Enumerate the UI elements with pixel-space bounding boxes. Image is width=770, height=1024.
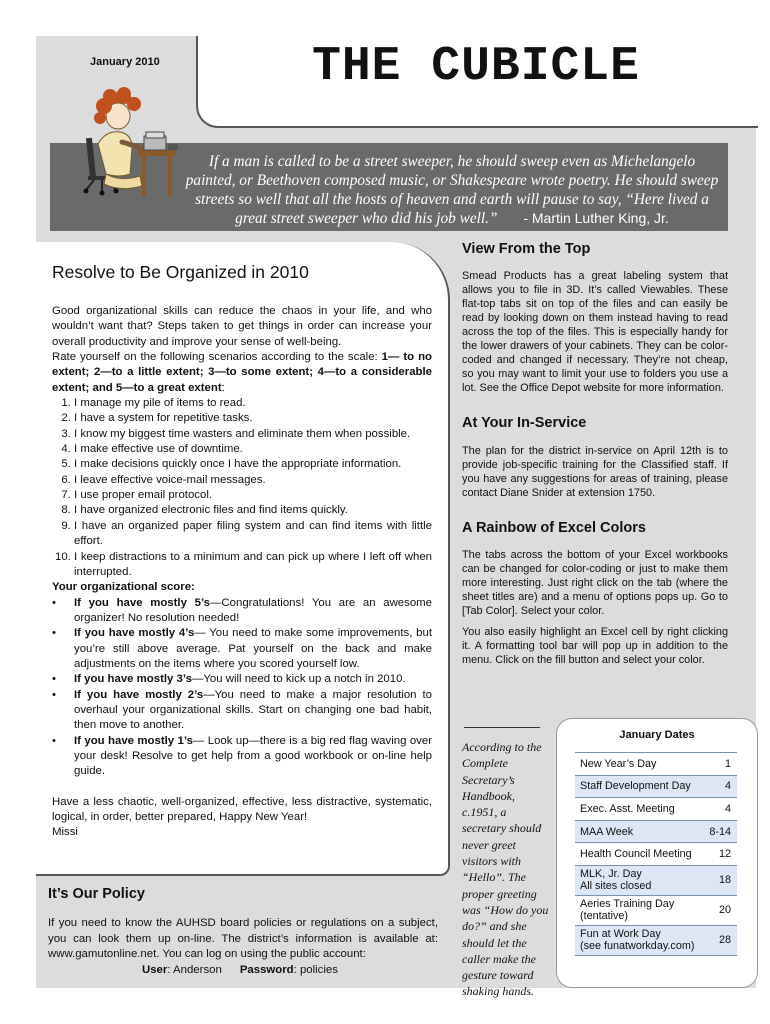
list-item: 9. I have an organized paper filing system and can find items with little effort.	[74, 519, 432, 550]
table-row	[575, 843, 737, 866]
dates-title: January Dates	[619, 729, 695, 741]
event-date: 12	[718, 848, 731, 861]
event-date: 20	[718, 904, 731, 917]
view-title: View From the Top	[462, 241, 591, 257]
quote-author: - Martin Luther King, Jr.	[523, 210, 669, 226]
score-label: If you have mostly 1’s	[74, 734, 193, 747]
list-item: 8. I have organized electronic files and find items quickly.	[74, 503, 432, 518]
policy-section	[36, 876, 448, 988]
issue-date: January 2010	[90, 56, 160, 68]
dates-table	[575, 752, 737, 956]
list-item	[74, 672, 432, 687]
event-date: 4	[724, 780, 731, 793]
list-item: 3. I know my biggest time wasters and eliminate them when possible.	[74, 427, 432, 442]
table-row	[575, 776, 737, 799]
score-heading	[52, 580, 432, 595]
resolve-signature: Missi	[52, 826, 78, 839]
event-date: 18	[718, 874, 731, 887]
list-item: 1. I manage my pile of items to read.	[74, 396, 432, 411]
score-text: —You will need to kick up a notch in 2010.	[191, 673, 406, 686]
scenario-list	[52, 396, 432, 580]
score-label: If you have mostly 2’s	[74, 688, 204, 701]
resolve-title: Resolve to Be Organized in 2010	[52, 262, 309, 282]
score-text: —You need to make a major resolution to overhaul your organizational skills. Start on changing one bad habit, then move to another.	[74, 688, 432, 732]
event-name: New Year’s Day	[580, 757, 657, 770]
table-row	[575, 866, 737, 896]
right-column	[462, 236, 728, 667]
list-item	[74, 688, 432, 734]
secretary-typing-illustration	[80, 86, 180, 200]
score-text: — You need to make some improvements, but you’re still above average. Pat yourself on the back and make adjustments on the items where you scored yourself low.	[74, 627, 432, 670]
list-item: 2. I have a system for repetitive tasks.	[74, 411, 432, 426]
resolve-scale	[52, 350, 432, 396]
excel-text-1: The tabs across the bottom of your Excel workbooks can be changed for color-coding or just to make them more interesting. Just right click on the tab (where the sheet titles are) and a menu of options pops up. Go to [Tab Color]. Select your color.	[462, 549, 728, 617]
user-value: : Anderson	[167, 963, 222, 976]
list-item: 6. I leave effective voice-mail messages.	[74, 473, 432, 488]
policy-body: If you need to know the AUHSD board policies or regulations on a subject, you can look them up on-line. The district’s information is available at: www.gamutonline.net. You can log on using the public account:	[48, 917, 438, 960]
january-dates-panel	[556, 718, 758, 988]
event-date: 1	[724, 757, 731, 770]
password-label: Password	[239, 963, 294, 976]
event-line-1: MLK, Jr. Day	[580, 868, 642, 881]
resolve-article	[36, 242, 450, 876]
list-item: 5. I make decisions quickly once I have the appropriate information.	[74, 457, 432, 472]
resolve-intro: Good organizational skills can reduce the chaos in your life, and who wouldn’t want that? Steps taken to get things in order can increase your overall productivity and improve your sense of well-being.	[52, 305, 432, 348]
score-label: If you have mostly 3’s	[74, 673, 192, 686]
event-date: 28	[718, 934, 731, 947]
event-name	[575, 898, 705, 922]
score-list	[52, 596, 432, 780]
event-line-1: Fun at Work Day	[580, 928, 661, 941]
list-item	[74, 596, 432, 627]
event-name	[575, 928, 705, 952]
list-item: 10. I keep distractions to a minimum and can pick up where I left off when interrupted.	[74, 550, 432, 581]
resolve-closing: Have a less chaotic, well-organized, effective, less distractive, systematic, logical, in order, better prepared, Happy New Year!	[52, 795, 432, 823]
event-line-2: (tentative)	[580, 910, 629, 923]
table-row	[575, 753, 737, 776]
scale-definition: 1— to no extent; 2—to a little extent; 3—to some extent; 4—to a considerable extent; and 5—to a great extent	[52, 351, 432, 394]
event-date: 4	[724, 802, 731, 815]
desk-icon	[138, 132, 178, 196]
handbook-aside: According to the Complete Secretary’s Handbook, c.1951, a secretary should never greet visitors with “Hello”. The proper greeting was “How do you do?” and she should let the caller make the gesture toward shaking hands.	[462, 740, 549, 999]
table-row	[575, 798, 737, 821]
featured-quote	[184, 152, 720, 228]
quote-text: If a man is called to be a street sweeper, he should sweep even as Michelangelo painted, or Beethoven composed music, or Shakespeare wrote poetry. He should sweep streets so well that all the hosts of heaven and earth will pause to say, “Here lived a great street sweeper who did his job well.”	[185, 153, 719, 227]
inservice-title: At Your In-Service	[462, 415, 587, 431]
scale-lead: Rate yourself on the following scenarios according to the scale:	[52, 351, 382, 364]
table-row	[575, 926, 737, 956]
excel-text-2: You also easily highlight an Excel cell by right clicking it. A formatting tool bar will pop up in addition to the menu. Click on the fill button and select your color.	[462, 626, 728, 666]
user-label: User	[142, 963, 168, 976]
policy-title: It’s Our Policy	[48, 886, 145, 902]
event-name	[575, 868, 705, 892]
resolve-body	[52, 304, 432, 841]
event-name: Staff Development Day	[580, 780, 691, 793]
inservice-text: The plan for the district in-service on April 12th is to provide job-specific training for the Classified staff. If you have any suggestions for areas of training, please contact Diane Snider at extension 1750.	[462, 445, 728, 499]
score-label: If you have mostly 4’s	[74, 627, 195, 640]
event-date: 8-14	[709, 825, 731, 838]
excel-title: A Rainbow of Excel Colors	[462, 520, 646, 536]
list-item	[74, 626, 432, 672]
woman-figure	[94, 87, 146, 189]
list-item: 7. I use proper email protocol.	[74, 488, 432, 503]
password-value: : policies	[293, 963, 338, 976]
event-line-2: All sites closed	[580, 880, 652, 893]
table-row	[575, 821, 737, 844]
list-item	[74, 734, 432, 780]
event-line-1: Aeries Training Day	[580, 898, 675, 911]
event-name: MAA Week	[580, 825, 634, 838]
spacer	[52, 780, 432, 795]
score-text: —Congratulations! You are an awesome organizer! No resolution needed!	[74, 596, 432, 624]
view-text: Smead Products has a great labeling system that allows you to file in 3D. It’s called Viewables. These flat-top tabs sit on top of the files and can easily be read by looking down on them instead having to read across the top of the files. This is especially handy for the lower drawers of your cabinets. They can be color-coded and changed if necessary. They’re not cheap, so you may want to limit your use to folders you use a lot. See the Office Depot website for more information.	[462, 270, 728, 394]
policy-text	[48, 916, 438, 978]
event-name: Exec. Asst. Meeting	[580, 802, 675, 815]
event-line-2: (see funatworkday.com)	[580, 940, 695, 953]
table-row	[575, 896, 737, 926]
scale-end: :	[221, 381, 225, 394]
score-heading-text: Your organizational score:	[52, 581, 195, 594]
newsletter-title: THE CUBICLE	[312, 40, 640, 94]
event-name: Health Council Meeting	[580, 848, 692, 861]
list-item: 4. I make effective use of downtime.	[74, 442, 432, 457]
score-label: If you have mostly 5’s	[74, 596, 211, 609]
score-text: — Look up—there is a big red flag waving over your desk! Resolve to get help from a good workbook or on-line help guide.	[74, 734, 432, 778]
aside-divider	[464, 727, 540, 728]
